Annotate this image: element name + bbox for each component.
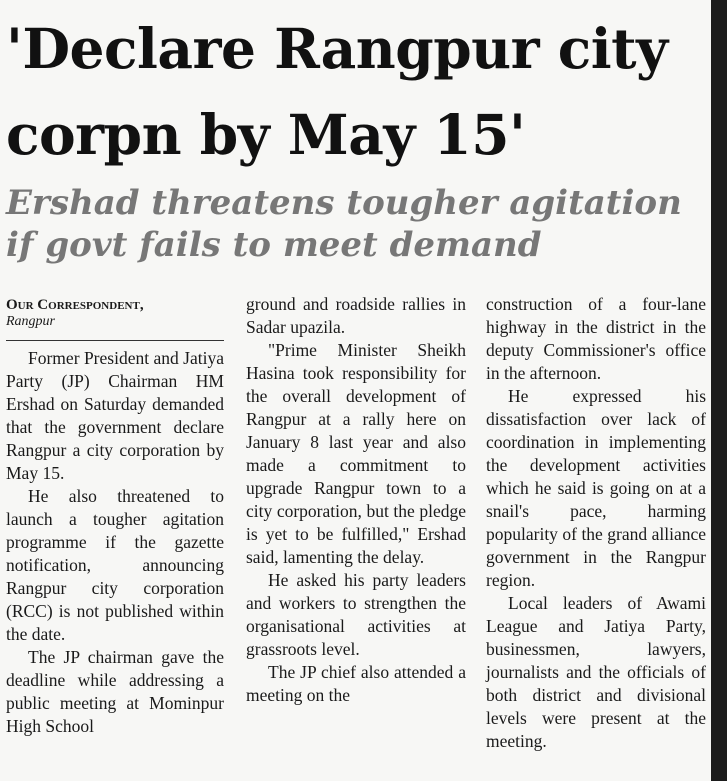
paragraph: The JP chief also attended a meeting on the <box>246 662 466 705</box>
paragraph: He asked his party leaders and workers to strengthen the organisational activities at grassroots level. <box>246 570 466 659</box>
paragraph: Local leaders of Awami League and Jatiya Party, businessmen, lawyers, journalists and the officials of both district and divisional levels were present at the meeting. <box>486 593 706 751</box>
byline-rule <box>6 340 224 341</box>
byline-place: Rangpur <box>6 314 55 329</box>
article-column-3 <box>486 293 706 753</box>
paragraph: construction of a four-lane highway in the district in the deputy Commissioner's office in the afternoon. <box>486 294 706 383</box>
byline-name: Our Correspondent, <box>6 297 144 313</box>
dark-page-edge <box>711 0 727 781</box>
paragraph: He expressed his dissatisfaction over lack of coordination in implementing the development activities which he said is going on at a snail's pace, harming popularity of the grand alliance government in the Rangpur region. <box>486 386 706 590</box>
article-column-2 <box>246 293 466 707</box>
article-column-1 <box>6 347 224 738</box>
byline <box>6 296 224 330</box>
paragraph: He also threatened to launch a tougher agitation programme if the gazette notification, announcing Rangpur city corporation (RCC) is not published within the date. <box>6 486 224 644</box>
paragraph: "Prime Minister Sheikh Hasina took responsibility for the overall development of Rangpur at a rally here on January 8 last year and also made a commitment to upgrade Rangpur town to a city corporation, but the pledge is yet to be fulfilled," Ershad said, lamenting the delay. <box>246 340 466 567</box>
subheadline: Ershad threatens tougher agitation if govt fails to meet demand <box>6 183 682 265</box>
paragraph: Former President and Jatiya Party (JP) Chairman HM Ershad on Saturday demanded that the government declare Rangpur a city corporation by May 15. <box>6 348 224 483</box>
paragraph: ground and roadside rallies in Sadar upazila. <box>246 294 466 337</box>
headline: 'Declare Rangpur city corpn by May 15' <box>6 16 668 167</box>
paragraph: The JP chairman gave the deadline while addressing a public meeting at Mominpur High School <box>6 647 224 736</box>
